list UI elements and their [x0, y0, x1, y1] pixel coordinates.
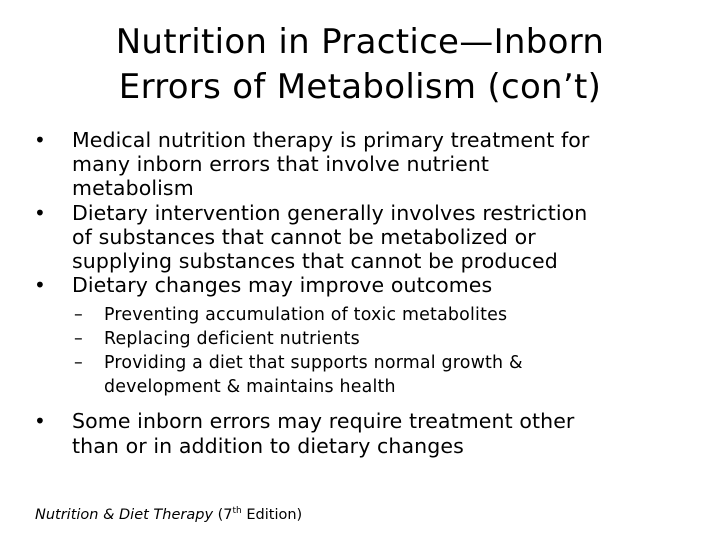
sub-bullet-marker: – — [74, 305, 83, 326]
title-line: Nutrition in Practice—Inborn — [115, 22, 605, 62]
footer-edition-open: (7 — [213, 507, 233, 523]
footer-edition-close: Edition) — [241, 507, 303, 523]
sub-bullet-item — [74, 327, 706, 351]
footer-book-title: Nutrition & Diet Therapy — [35, 507, 214, 523]
sub-bullet-text-line: development & maintains health — [104, 377, 396, 398]
bullet-item — [26, 409, 706, 457]
sub-bullet-item — [74, 303, 706, 327]
footer-edition-superscript: th — [232, 506, 242, 517]
slide-title — [40, 20, 680, 110]
sub-bullet-text-line: Providing a diet that supports normal growth & — [104, 353, 523, 374]
bullet-marker: • — [34, 409, 46, 434]
bullet-text-line: metabolism — [72, 176, 194, 201]
bullet-marker: • — [34, 200, 46, 225]
sub-bullet-marker: – — [74, 353, 83, 374]
sub-bullet-list — [72, 303, 706, 399]
bullet-text-line: supplying substances that cannot be produced — [72, 249, 558, 274]
bullet-text-line: than or in addition to dietary changes — [72, 433, 464, 458]
bullet-text-line: Dietary intervention generally involves restriction — [72, 200, 588, 225]
footer-citation — [35, 506, 302, 524]
bullet-item — [26, 201, 706, 274]
title-line: Errors of Metabolism (con’t) — [118, 67, 602, 107]
bullet-list — [26, 128, 706, 458]
bullet-text-line: Some inborn errors may require treatment other — [72, 409, 575, 434]
bullet-item — [26, 128, 706, 201]
bullet-text-line: of substances that cannot be metabolized or — [72, 224, 536, 249]
bullet-item — [26, 273, 706, 409]
sub-bullet-item — [74, 351, 706, 399]
sub-bullet-marker: – — [74, 329, 83, 350]
bullet-marker: • — [34, 128, 46, 152]
sub-bullet-text-line: Replacing deficient nutrients — [104, 329, 360, 350]
sub-bullet-text-line: Preventing accumulation of toxic metabolites — [104, 305, 508, 326]
spacer — [72, 399, 706, 409]
bullet-marker: • — [34, 273, 46, 298]
bullet-text-line: many inborn errors that involve nutrient — [72, 152, 490, 177]
bullet-text-line: Dietary changes may improve outcomes — [72, 273, 493, 298]
bullet-text-line: Medical nutrition therapy is primary treatment for — [72, 128, 590, 152]
